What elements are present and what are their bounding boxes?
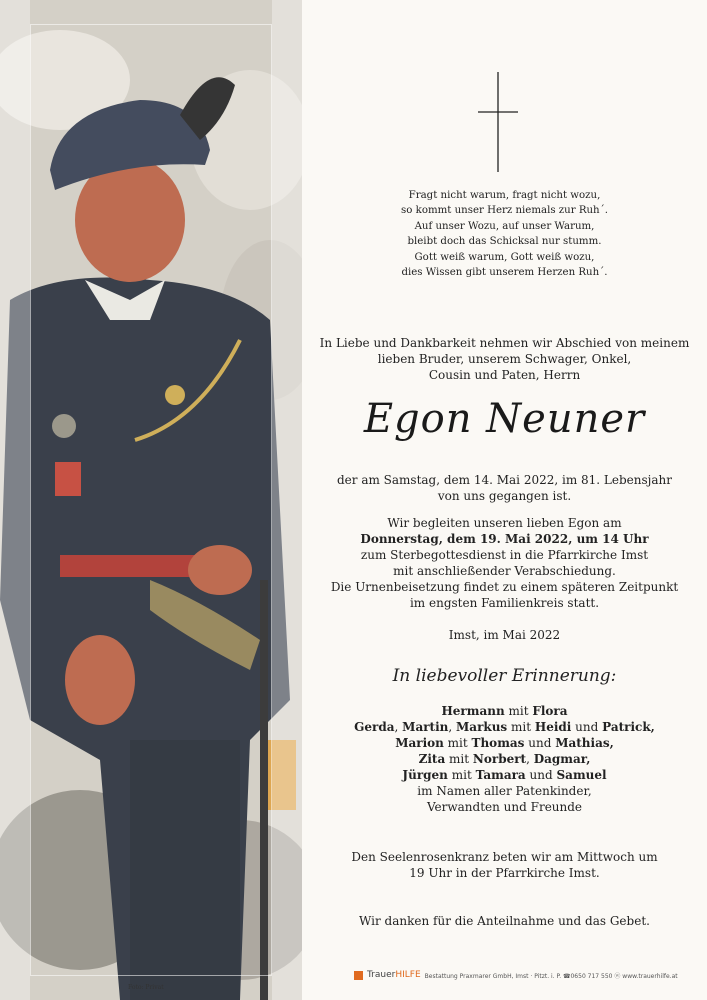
photo-credit: Foto: Privat (128, 984, 164, 991)
rosary-info (302, 849, 707, 881)
intro-line: lieben Bruder, unserem Schwager, Onkel, (377, 352, 632, 366)
text-segment: Norbert (472, 752, 527, 766)
footer-contact: Bestattung Praxmarer GmbH, Imst · Pitzt. i. P. ☎0650 717 550 ⓦ www.trauerhilfe.at (424, 972, 678, 980)
service-date: Donnerstag, dem 19. Mai 2022, um 14 Uhr (360, 532, 649, 546)
text-segment: Mathias, (555, 736, 614, 750)
intro-line: In Liebe und Dankbarkeit nehmen wir Abschied von meinem (319, 336, 690, 350)
text-segment: mit (445, 752, 473, 766)
mourner-line (302, 735, 707, 751)
text-segment: und (525, 768, 557, 782)
death-line: von uns gegangen ist. (437, 489, 572, 503)
mourner-line (302, 751, 707, 767)
photo-frame (30, 24, 272, 976)
text-segment: , (394, 720, 403, 734)
text-segment: Martin (402, 720, 449, 734)
text-segment: Marion (395, 736, 444, 750)
text-segment: Jürgen (402, 768, 448, 782)
text-segment: Markus (456, 720, 508, 734)
poem-line: so kommt unser Herz niemals zur Ruh´. (401, 205, 608, 217)
death-notice (302, 472, 707, 504)
death-line: der am Samstag, dem 14. Mai 2022, im 81. Lebensjahr (336, 473, 673, 487)
logo-icon (354, 971, 363, 980)
mourner-line: im Namen aller Patenkinder, (417, 784, 592, 798)
text-segment: Dagmar, (533, 752, 591, 766)
intro-text (302, 335, 707, 383)
text-segment: mit (447, 768, 476, 782)
text-segment: HILFE (395, 970, 421, 980)
text-segment: Samuel (556, 768, 607, 782)
poem (302, 188, 707, 280)
portrait-photo (0, 0, 302, 1000)
text-segment: Patrick, (602, 720, 655, 734)
text-segment: mit (507, 720, 535, 734)
poem-line: Fragt nicht warum, fragt nicht wozu, (408, 190, 601, 201)
intro-line: Cousin und Paten, Herrn (428, 368, 581, 382)
mourner-line: Verwandten und Freunde (426, 800, 583, 814)
obituary-text-column (302, 0, 707, 1000)
service-line: mit anschließender Verabschiedung. (393, 564, 616, 578)
text-segment: Thomas (471, 736, 525, 750)
text-segment: Flora (532, 704, 568, 718)
mourner-line (302, 767, 707, 783)
text-segment: mit (443, 736, 472, 750)
mourners-list (302, 703, 707, 815)
service-line: Die Urnenbeisetzung findet zu einem späteren Zeitpunkt (330, 580, 679, 594)
text-segment: mit (504, 704, 533, 718)
text-segment: Heidi (534, 720, 572, 734)
poem-line: dies Wissen gibt unserem Herzen Ruh´. (401, 267, 608, 279)
service-line: Wir begleiten unseren lieben Egon am (387, 516, 622, 530)
poem-line: Auf unser Wozu, auf unser Warum, (414, 220, 595, 232)
text-segment: und (524, 736, 556, 750)
text-segment: und (571, 720, 603, 734)
text-segment: , (526, 752, 534, 766)
logo-text (367, 970, 421, 980)
mourner-line (302, 703, 707, 719)
cross-icon (478, 72, 518, 172)
text-segment: Trauer (367, 970, 396, 980)
memory-title: In liebevoller Erinnerung: (392, 666, 617, 686)
text-segment: , (448, 720, 457, 734)
place-date: Imst, im Mai 2022 (448, 628, 561, 642)
deceased-name: Egon Neuner (363, 396, 646, 442)
text-segment: Tamara (475, 768, 526, 782)
poem-line: Gott weiß warum, Gott weiß wozu, (414, 251, 595, 263)
poem-line: bleibt doch das Schicksal nur stumm. (407, 236, 602, 248)
service-info (302, 515, 707, 611)
rosary-line: 19 Uhr in der Pfarrkirche Imst. (409, 866, 600, 880)
thanks-text: Wir danken für die Anteilnahme und das Gebet. (359, 914, 650, 928)
text-segment: Gerda (354, 720, 395, 734)
text-segment: Hermann (441, 704, 505, 718)
service-line: zum Sterbegottesdienst in die Pfarrkirche Imst (360, 548, 649, 562)
footer (354, 970, 678, 980)
rosary-line: Den Seelenrosenkranz beten wir am Mittwoch um (351, 850, 658, 864)
service-line: im engsten Familienkreis statt. (409, 596, 600, 610)
text-segment: Zita (418, 752, 446, 766)
mourner-line (302, 719, 707, 735)
